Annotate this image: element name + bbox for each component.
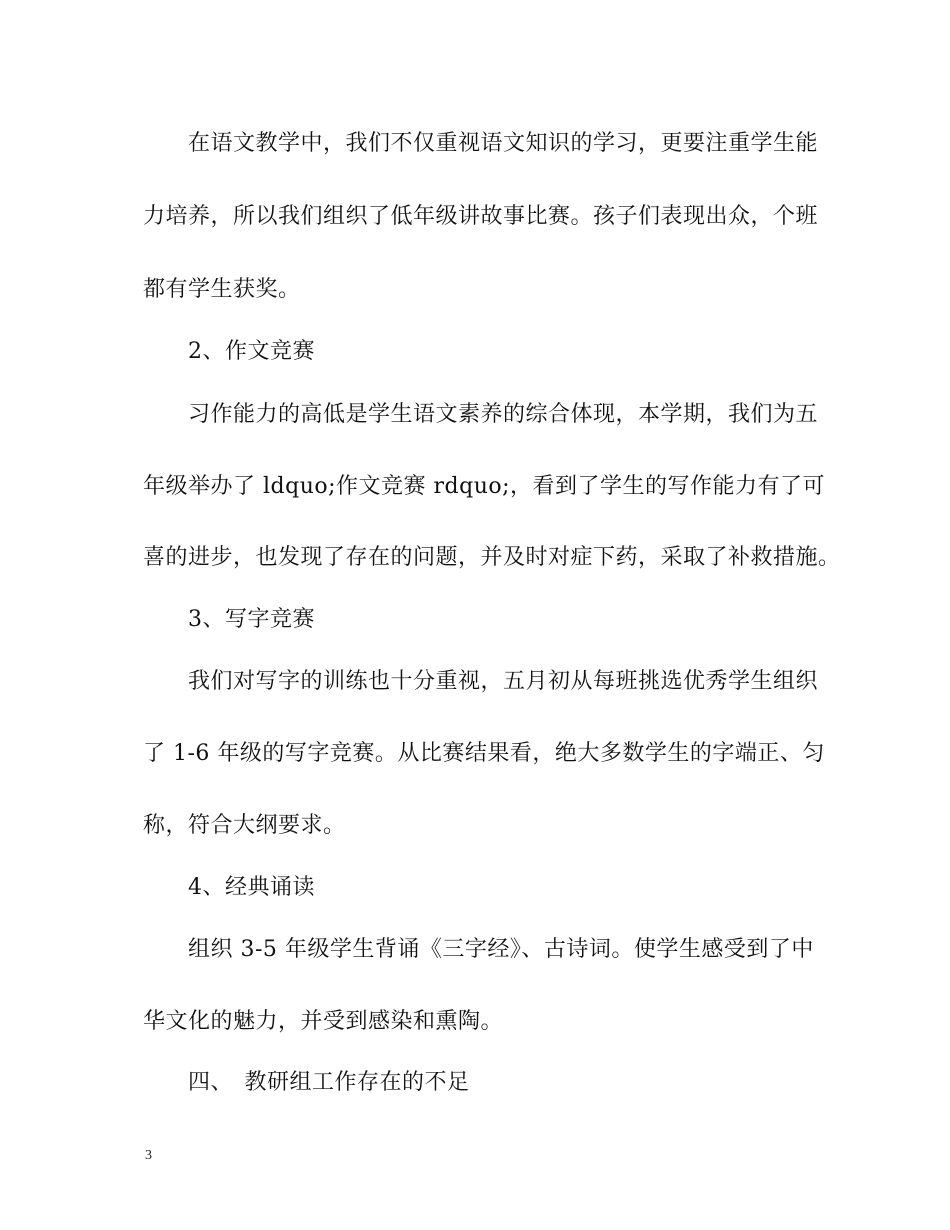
paragraph-line: 都有学生获奖。 xyxy=(143,277,301,302)
paragraph-line: 喜的进步，也发现了存在的问题，并及时对症下药，采取了补救措施。 xyxy=(143,545,841,570)
paragraph-line: 华文化的魅力，并受到感染和熏陶。 xyxy=(143,1009,504,1034)
paragraph-line: 了 1-6 年级的写字竞赛。从比赛结果看，绝大多数学生的字端正、匀 xyxy=(143,741,825,766)
paragraph-line: 年级举办了 ldquo;作文竞赛 rdquo;，看到了学生的写作能力有了可 xyxy=(143,474,826,499)
paragraph-line: 称，符合大纲要求。 xyxy=(143,813,346,838)
section-heading: 四、 教研组工作存在的不足 xyxy=(188,1070,470,1095)
page-number: 3 xyxy=(145,1148,152,1163)
section-heading: 3、写字竞赛 xyxy=(188,607,315,632)
section-heading: 2、作文竞赛 xyxy=(188,339,315,364)
paragraph-line: 在语文教学中，我们不仅重视语文知识的学习，更要注重学生能 xyxy=(188,131,819,156)
section-heading: 4、经典诵读 xyxy=(188,875,315,900)
paragraph-line: 我们对写字的训练也十分重视，五月初从每班挑选优秀学生组织 xyxy=(188,669,819,694)
paragraph-line: 习作能力的高低是学生语文素养的综合体现，本学期，我们为五 xyxy=(188,402,819,427)
paragraph-line: 组织 3-5 年级学生背诵《三字经》、古诗词。使学生感受到了中 xyxy=(188,937,814,962)
paragraph-line: 力培养，所以我们组织了低年级讲故事比赛。孩子们表现出众，个班 xyxy=(143,204,819,229)
